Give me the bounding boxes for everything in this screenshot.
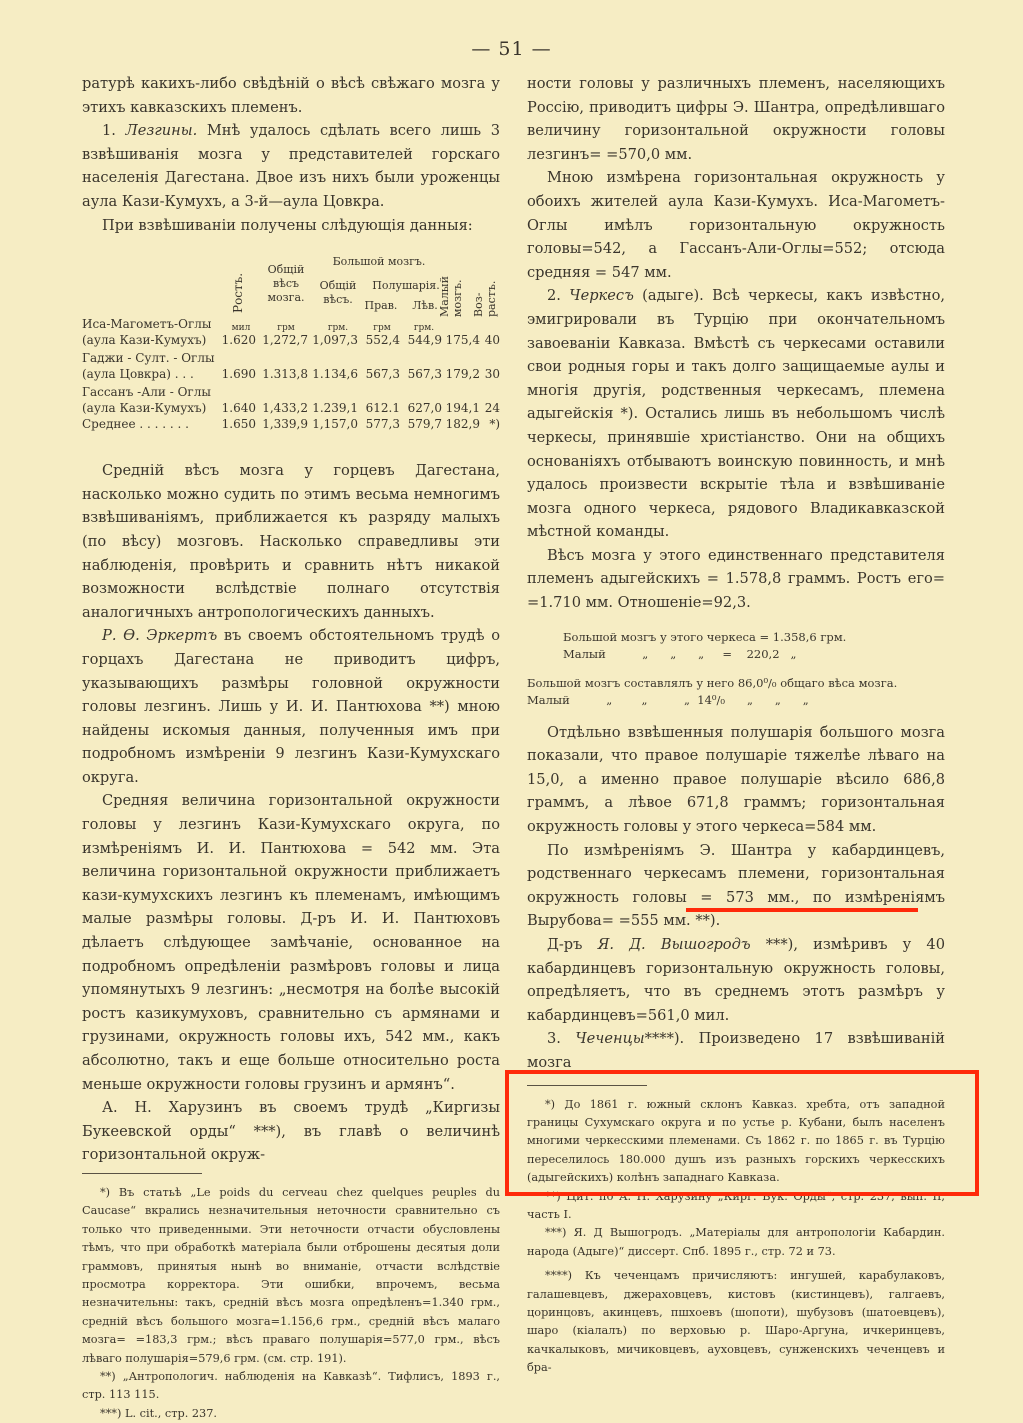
brain-pct-line: Малый „ „ „ 14⁰/₀ „ „ „ bbox=[527, 692, 809, 707]
red-underline-annotation bbox=[686, 908, 918, 912]
paragraph-text: (адыге). Всѣ черкесы, какъ извѣстно, эмигрировали въ Турцію при окончательномъ завоеваніи Кавказа. Вмѣстѣ съ черкесами оставили свои родныя горы и такъ долго защищаемые аулы и многія другія, родственныя черкесамъ, племена адыгейскія *). Остались лишь въ небольшомъ числѣ черкесы, принявшіе христіанство. Они на общихъ основаніяхъ отбываютъ воинскую повинность, и мнѣ удалось произвести вскрытіе тѣла и взвѣшиваніе мозга одного черкеса, рядового Владикавказской мѣстной команды. bbox=[527, 287, 946, 541]
section-number: 2. bbox=[547, 287, 561, 305]
paragraph: ратурѣ какихъ-либо свѣдѣній о вѣсѣ свѣжаго мозга у этихъ кавказскихъ племенъ. bbox=[82, 75, 500, 116]
row-name: Гаджи - Султ. - Оглы bbox=[82, 351, 215, 366]
cell: 1,272,7 bbox=[262, 333, 308, 348]
cell: 40 bbox=[484, 333, 500, 348]
paragraph: При взвѣшиваніи получены слѣдующія данныя: bbox=[102, 216, 473, 234]
paragraph: ности головы у различныхъ племенъ, населяющихъ Россію, приводитъ цифры Э. Шантра, опредѣлившаго величину горизонтальной окружности головы лезгинъ= =570,0 мм. bbox=[527, 75, 945, 163]
header-big-brain: Большой мозгъ. bbox=[332, 255, 426, 269]
footnote-divider bbox=[82, 1173, 202, 1174]
row-name: (аула Кази-Кумухъ) bbox=[82, 333, 207, 348]
paragraph-text: въ своемъ обстоятельномъ трудѣ о горцахъ Дагестана не приводитъ цифръ, указывающихъ размѣры головной окружности головы лезгинъ. Лишь у И. И. Пантюхова **) мною найдены искомыя данныя, полученныя имъ при подробномъ измѣреніи 9 лезгинъ Кази-Кумухскаго округа. bbox=[82, 627, 501, 786]
unit: грм bbox=[373, 323, 391, 334]
cell: 1,339,9 bbox=[262, 417, 308, 432]
cell: 552,4 bbox=[365, 333, 400, 348]
paragraph-text: ***), измѣривъ у 40 кабардинцевъ горизонтальную окружность головы, опредѣляетъ, что въ среднемъ этотъ размѣръ у кабардинцевъ=561,0 мил. bbox=[527, 936, 945, 1024]
cell: 1.640 bbox=[221, 401, 256, 416]
section-title: Лезгины. bbox=[125, 122, 198, 140]
cell: 175,4 bbox=[445, 333, 480, 348]
brain-line: Малый „ „ „ = 220,2 „ bbox=[563, 646, 797, 661]
unit: грм. bbox=[413, 323, 435, 334]
paragraph: Вѣсъ мозга у этого единственнаго представителя племенъ адыгейскихъ = 1.578,8 граммъ. Ростъ его= =1.710 мм. Отношеніе=92,3. bbox=[527, 546, 945, 612]
header-total-weight: Общій вѣсъ мозга. bbox=[267, 263, 305, 305]
row-name: Среднее . . . . . . . bbox=[82, 417, 189, 432]
paragraph-circassians bbox=[527, 284, 945, 544]
cell: 567,3 bbox=[365, 367, 400, 382]
cell: 612.1 bbox=[365, 401, 400, 416]
page-number: — 51 — bbox=[471, 38, 552, 60]
footnote: **) „Антропологич. наблюденія на Кавказѣ“. Тифлисъ, 1893 г., стр. 113 115. bbox=[82, 1370, 500, 1402]
title-prefix: Д-ръ bbox=[547, 936, 583, 953]
cell: 544,9 bbox=[407, 333, 442, 348]
footnote-highlighted: ****) Къ чеченцамъ причисляютъ: ингушей, карабулаковъ, галашевцевъ, джераховцевъ, кистовъ (кистинцевъ), галгаевъ, цоринцовъ, акинцевъ, пшхоевъ (шопоти), шубузовъ (шатоевцевъ), шаро (кіалалъ) по верховью р. Шаро-Аргуна, ичкеринцевъ, качкалыковъ, мичиковцевъ, ауховцевъ, сунженскихъ чеченцевъ и бра- bbox=[527, 1269, 945, 1375]
footnote: ***) Я. Д Вышогродъ. „Матеріалы для антропологіи Кабардин. народа (Адыге)“ диссерт. Спб. 1895 г., стр. 72 и 73. bbox=[527, 1226, 945, 1258]
brain-pct-line: Большой мозгъ составлялъ у него 86,0⁰/₀ общаго вѣса мозга. bbox=[527, 675, 898, 690]
cell: 579,7 bbox=[407, 417, 442, 432]
unit: мил bbox=[231, 323, 251, 334]
paragraph: А. Н. Харузинъ въ своемъ трудѣ „Киргизы Букеевской орды“ ***), въ главѣ о величинѣ горизонтальной окруж- bbox=[82, 1099, 500, 1164]
header-right: Прав. bbox=[364, 299, 398, 313]
section-number: 1. bbox=[102, 122, 116, 140]
cell: 194,1 bbox=[445, 401, 480, 416]
footnote: *) Въ статьѣ „Le poids du cerveau chez quelques peuples du Caucase“ вкрались незначительныя неточности сравнительно съ только что приведенными. Эти неточности отчасти обусловлены тѣмъ, что при обработкѣ матеріала были отброшены десятыя доли граммовъ, принятыя нынѣ во вниманіе, отчасти вслѣдствіе просмотра корректора. Эти ошибки, впрочемъ, весьма незначительны: такъ, средній вѣсъ мозга опредѣленъ=1.340 грм., средній вѣсъ большого мозга=1.156,6 грм., средній вѣсъ малаго мозга= =183,3 грм.; вѣсъ праваго полушарія=577,0 грм., вѣсъ лѣваго полушарія=579,6 грм. (см. стр. 191). bbox=[82, 1185, 500, 1365]
paragraph-text: Мнѣ удалось сдѣлать всего лишь 3 взвѣшиванія мозга у представителей горскаго населенія Дагестана. Двое изъ нихъ были уроженцы аула Кази-Кумухъ, а 3-й—аула Цовкра. bbox=[82, 122, 500, 210]
footnote: *) До 1861 г. южный склонъ Кавказ. хребта, отъ западной границы Сухумскаго округа и по устье р. Кубани, былъ населенъ многими черкесскими племенами. Съ 1862 г. по 1865 г. въ Турцію переселилось 180.000 душъ изъ разныхъ горскихъ черкесскихъ (адыгейскихъ) колѣнъ западнаго Кавказа. bbox=[527, 1097, 945, 1185]
paragraph-lezgins bbox=[82, 119, 500, 213]
paragraph: По измѣреніямъ Э. Шантра у кабардинцевъ, родственнаго черкесамъ племени, горизонтальная окружность головы = 573 мм., по измѣреніямъ Вырубова= =555 мм. **). bbox=[527, 841, 945, 930]
brain-percentages bbox=[527, 675, 945, 709]
cell: 1,433,2 bbox=[262, 401, 308, 416]
section-number: 3. bbox=[547, 1030, 561, 1048]
brain-weight-table bbox=[82, 253, 500, 432]
left-column bbox=[82, 72, 500, 1423]
brain-weights bbox=[563, 629, 945, 663]
footnote-mark: ****). bbox=[644, 1030, 685, 1048]
header-age: Воз-растъ. bbox=[472, 280, 498, 318]
header-small-brain: Малый мозгъ. bbox=[438, 276, 464, 318]
cell: 1,157,0 bbox=[312, 417, 358, 432]
footnote: ***) L. cit., стр. 237. bbox=[100, 1406, 218, 1420]
cell: 1,097,3 bbox=[312, 333, 358, 348]
cell: 30 bbox=[484, 367, 500, 382]
red-box-annotation bbox=[505, 1070, 979, 1196]
paragraph: Средняя величина горизонтальной окружности головы у лезгинъ Кази-Кумухскаго округа, по измѣреніямъ И. И. Пантюхова = 542 мм. Эта величина горизонтальной окружности приближаетъ кази-кумухскихъ лезгинъ къ племенамъ, имѣющимъ малые размѣры головы. Д-ръ И. И. Пантюховъ дѣлаетъ слѣдующее замѣчаніе, основанное на подробномъ опредѣленіи размѣровъ головы и лица упомянутыхъ 9 лезгинъ: „несмотря на болѣе высокій ростъ казикумуховъ, сравнительно съ армянами и грузинами, окружность головы ихъ, 542 мм., какъ абсолютно, такъ и еще больше относительно роста меньше окружности головы грузинъ и армянъ“. bbox=[82, 792, 500, 1093]
paragraph-vyshogrod bbox=[527, 933, 945, 1027]
cell: 577,3 bbox=[365, 417, 400, 432]
cell: 1.239,1 bbox=[312, 401, 358, 416]
header-big-total: Общій вѣсъ. bbox=[319, 279, 357, 307]
paragraph: Средній вѣсъ мозга у горцевъ Дагестана, насколько можно судить по этимъ весьма немногимъ взвѣшиваніямъ, приближается къ разряду малыхъ (по вѣсу) мозговъ. Насколько справедливы эти наблюденія, провѣрить и сравнить нѣтъ никакой возможности вслѣдствіе полнаго отсутствія аналогичныхъ антропологическихъ данныхъ. bbox=[82, 462, 500, 621]
cell: 182,9 bbox=[445, 417, 480, 432]
cell: 1.313,8 bbox=[262, 367, 308, 382]
row-name: (аула Кази-Кумухъ) bbox=[82, 401, 207, 416]
row-name: (аула Цовкра) . . . bbox=[82, 367, 194, 382]
cell: *) bbox=[489, 417, 500, 432]
paragraph: Мною измѣрена горизонтальная окружность у обоихъ жителей аула Кази-Кумухъ. Иса-Магометъ-Оглы имѣлъ горизонтальную окружность головы=542, а Гассанъ-Али-Оглы=552; отсюда средняя = 547 мм. bbox=[527, 169, 945, 281]
paragraph-erkert bbox=[82, 624, 500, 789]
author-name: Я. Д. Вышогродъ bbox=[597, 936, 751, 953]
author-name: Р. Ѳ. Эркертъ bbox=[102, 627, 218, 645]
cell: 567,3 bbox=[407, 367, 442, 382]
paragraph: Отдѣльно взвѣшенныя полушарія большого мозга показали, что правое полушаріе тяжелѣе лѣваго на 15,0, а именно правое полушаріе вѣсило 686,8 граммъ, а лѣвое 671,8 граммъ; горизонтальная окружность головы у этого черкеса=584 мм. bbox=[527, 723, 945, 836]
highlighted-text: Произведено 17 взвѣшиваній мозга bbox=[527, 1030, 946, 1071]
cell: 24 bbox=[484, 401, 500, 416]
cell: 1.134,6 bbox=[312, 367, 358, 382]
footnote: **) Цит. по А. Н. Харузину „Кирг. Бук. Орды“, стр. 237, вып. II, часть I. bbox=[527, 1189, 945, 1221]
cell: 1.690 bbox=[221, 367, 256, 382]
header-left: Лѣв. bbox=[412, 299, 438, 313]
cell: 179,2 bbox=[445, 367, 480, 382]
unit: грм. bbox=[327, 323, 349, 334]
cell: 627,0 bbox=[407, 401, 442, 416]
section-title: Черкесъ bbox=[569, 287, 634, 305]
cell: 1.620 bbox=[221, 333, 256, 348]
row-name: Гассанъ -Али - Оглы bbox=[82, 385, 211, 400]
header-hemispheres: Полушарія. bbox=[372, 279, 440, 293]
section-title: Чеченцы bbox=[575, 1030, 645, 1048]
header-height: Ростъ. bbox=[231, 273, 245, 314]
brain-line: Большой мозгъ у этого черкеса = 1.358,6 грм. bbox=[563, 629, 847, 644]
unit: грм bbox=[277, 323, 295, 334]
cell: 1.650 bbox=[221, 417, 256, 432]
row-name: Иса-Магометъ-Оглы bbox=[82, 317, 212, 332]
paragraph-chechens bbox=[527, 1027, 945, 1074]
